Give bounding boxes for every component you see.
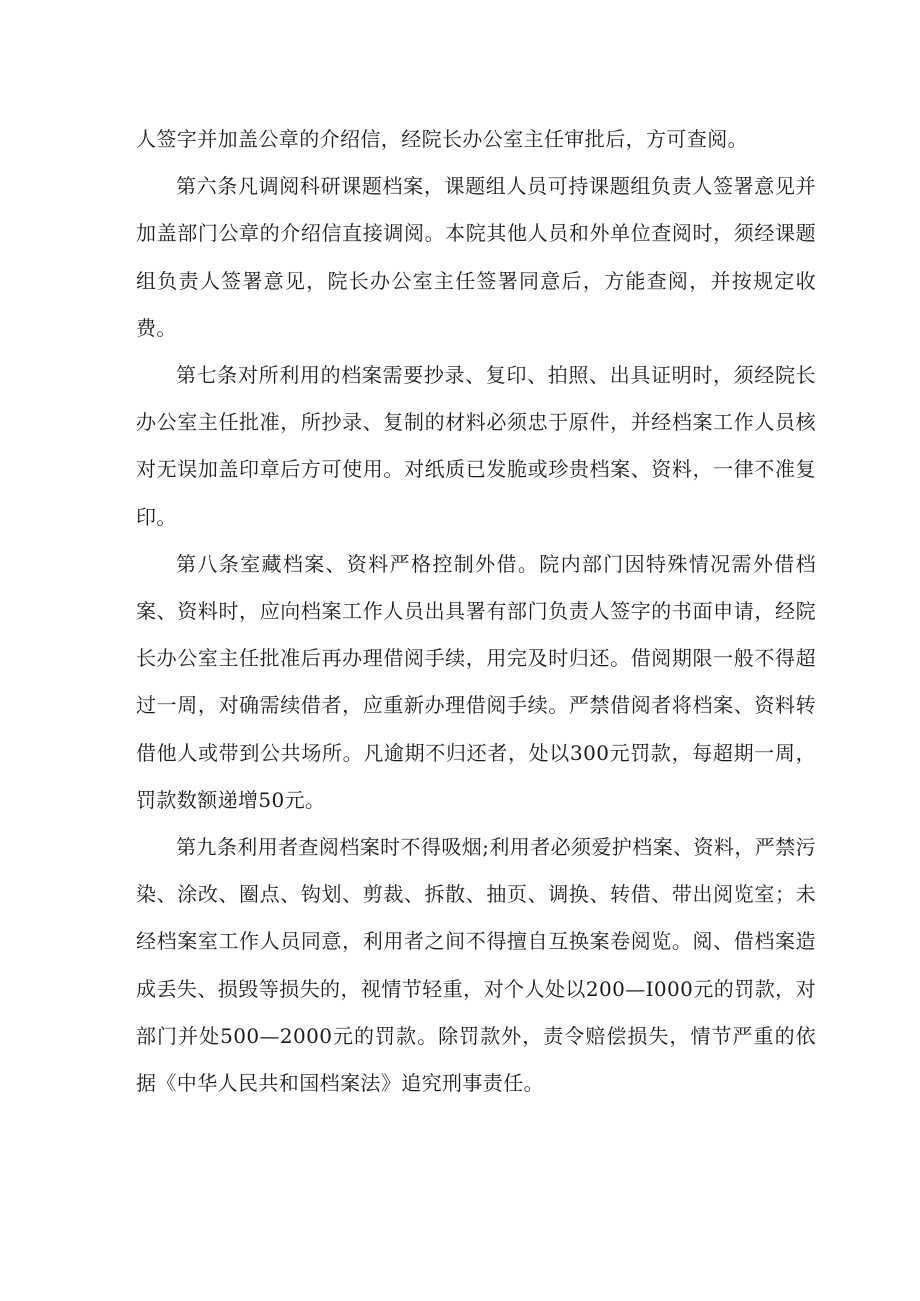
document-body bbox=[136, 116, 816, 1107]
paragraph-article-6: 第六条凡调阅科研课题档案，课题组人员可持课题组负责人签署意见并加盖部门公章的介绍信直接调阅。本院其他人员和外单位查阅时，须经课题组负责人签署意见，院长办公室主任签署同意后，方能查阅，并按规定收费。 bbox=[136, 174, 816, 340]
paragraph-article-9: 第九条利用者查阅档案时不得吸烟;利用者必须爱护档案、资料，严禁污染、涂改、圈点、钩划、剪裁、拆散、抽页、调换、转借、带出阅览室；未经档案室工作人员同意，利用者之间不得擅自互换案卷阅览。阅、借档案造成丢失、损毁等损失的，视情节轻重，对个人处以200—I000元的罚款，对部门并处500—2000元的罚款。除罚款外，责令赔偿损失，情节严重的依据《中华人民共和国档案法》追究刑事责任。 bbox=[136, 835, 816, 1096]
paragraph-article-7: 第七条对所利用的档案需要抄录、复印、拍照、出具证明时，须经院长办公室主任批准，所抄录、复制的材料必须忠于原件，并经档案工作人员核对无误加盖印章后方可使用。对纸质已发脆或珍贵档案、资料，一律不准复印。 bbox=[136, 363, 816, 529]
paragraph-continuation: 人签字并加盖公章的介绍信，经院长办公室主任审批后，方可查阅。 bbox=[136, 127, 748, 151]
paragraph-article-8: 第八条室藏档案、资料严格控制外借。院内部门因特殊情况需外借档案、资料时，应向档案工作人员出具署有部门负责人签字的书面申请，经院长办公室主任批准后再办理借阅手续，用完及时归还。借阅期限一般不得超过一周，对确需续借者，应重新办理借阅手续。严禁借阅者将档案、资料转借他人或带到公共场所。凡逾期不归还者，处以300元罚款，每超期一周，罚款数额递增50元。 bbox=[136, 551, 816, 812]
